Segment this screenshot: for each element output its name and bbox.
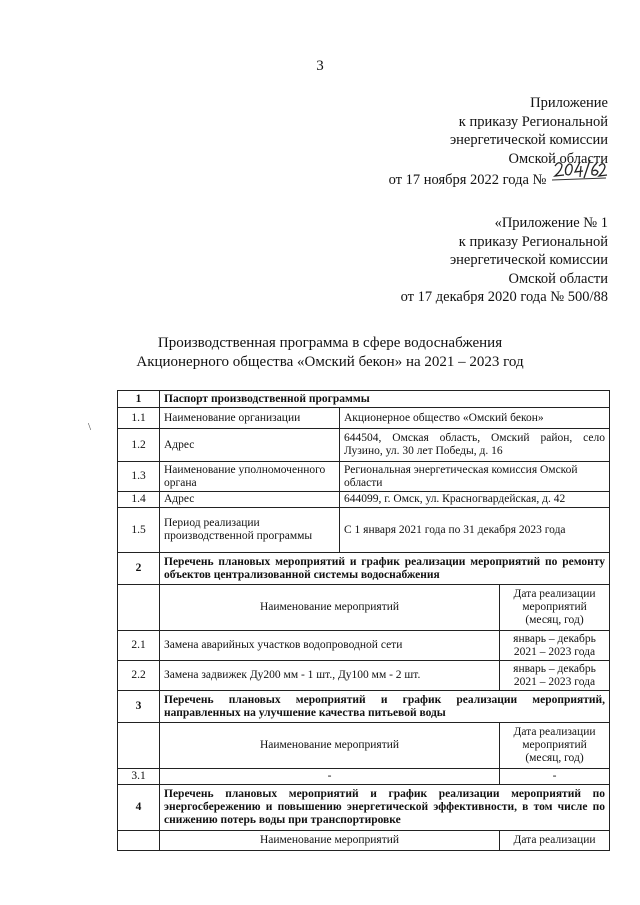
appendix-date-text: от 17 ноября 2022 года № — [388, 172, 547, 188]
table-row — [118, 769, 610, 785]
appendix-header — [389, 94, 608, 190]
page-number: 3 — [316, 58, 324, 74]
row-number: 1 — [118, 391, 160, 408]
section-row — [118, 553, 610, 585]
column-header-row — [118, 585, 610, 631]
column-header-name: Наименование мероприятий — [160, 585, 500, 631]
row-value: 644099, г. Омск, ул. Красногвардейская, д. 42 — [340, 492, 610, 508]
column-header-name: Наименование мероприятий — [160, 831, 500, 851]
row-number: 1.2 — [118, 429, 160, 462]
table-row — [118, 661, 610, 691]
row-number: 2.1 — [118, 631, 160, 661]
row-date: январь – декабрь 2021 – 2023 года — [500, 661, 610, 691]
production-program-table — [117, 390, 610, 851]
row-number: 1.4 — [118, 492, 160, 508]
column-header-date: Дата реализации — [500, 831, 610, 851]
title-line: Акционерного общества «Омский бекон» на 2021 – 2023 год — [136, 354, 524, 370]
column-header-date: Дата реализации мероприятий (месяц, год) — [500, 585, 610, 631]
column-header-name: Наименование мероприятий — [160, 723, 500, 769]
appendix-line: энергетической комиссии — [449, 132, 608, 148]
table-row — [118, 492, 610, 508]
empty-cell — [118, 723, 160, 769]
row-name: Замена аварийных участков водопроводной сети — [160, 631, 500, 661]
row-number: 4 — [118, 785, 160, 831]
column-header-row — [118, 723, 610, 769]
row-number: 2.2 — [118, 661, 160, 691]
row-value: С 1 января 2021 года по 31 декабря 2023 года — [340, 508, 610, 553]
row-name: Замена задвижек Ду200 мм - 1 шт., Ду100 мм - 2 шт. — [160, 661, 500, 691]
section-title: Перечень плановых мероприятий и график реализации мероприятий, направленных на улучшение качества питьевой воды — [160, 691, 610, 723]
section-title: Паспорт производственной программы — [160, 391, 610, 408]
table-row — [118, 408, 610, 429]
original-appendix-line: «Приложение № 1 — [494, 215, 608, 231]
original-appendix-line: к приказу Региональной — [458, 233, 608, 250]
handwritten-signature-icon — [550, 158, 608, 184]
section-row — [118, 391, 610, 408]
section-row — [118, 691, 610, 723]
table-row — [118, 462, 610, 492]
row-value: Региональная энергетическая комиссия Омской области — [340, 462, 610, 492]
document-title — [0, 334, 640, 372]
appendix-line: Приложение — [530, 95, 608, 111]
handwritten-number — [550, 168, 608, 184]
row-number: 1.5 — [118, 508, 160, 553]
row-date: январь – декабрь 2021 – 2023 года — [500, 631, 610, 661]
appendix-date-line — [389, 168, 608, 190]
column-header-row — [118, 831, 610, 851]
original-appendix-line: Омской области — [508, 270, 608, 287]
section-title: Перечень плановых мероприятий и график реализации мероприятий по ремонту объектов централизованной системы водоснабжения — [160, 553, 610, 585]
row-date: - — [500, 769, 610, 785]
original-appendix-line: от 17 декабря 2020 года № 500/88 — [400, 289, 608, 305]
row-label: Наименование уполномоченного органа — [160, 462, 340, 492]
row-value: Акционерное общество «Омский бекон» — [340, 408, 610, 429]
appendix-line: к приказу Региональной — [458, 113, 608, 130]
row-name: - — [160, 769, 500, 785]
row-number: 1.1 — [118, 408, 160, 429]
empty-cell — [118, 585, 160, 631]
appendix-line: Омской области — [508, 150, 608, 167]
margin-mark: \ — [88, 421, 92, 433]
section-title: Перечень плановых мероприятий и график реализации мероприятий по энергосбережению и повышению энергетической эффективности, в том числе по снижению потерь воды при транспортировке — [160, 785, 610, 831]
original-appendix-line: энергетической комиссии — [449, 252, 608, 268]
row-label: Адрес — [160, 492, 340, 508]
row-label: Период реализации производственной программы — [160, 508, 340, 553]
row-label: Наименование организации — [160, 408, 340, 429]
section-row — [118, 785, 610, 831]
row-label: Адрес — [160, 429, 340, 462]
row-number: 3.1 — [118, 769, 160, 785]
original-appendix-header — [401, 214, 608, 307]
row-number: 2 — [118, 553, 160, 585]
table-row — [118, 429, 610, 462]
row-number: 3 — [118, 691, 160, 723]
row-number: 1.3 — [118, 462, 160, 492]
column-header-date: Дата реализации мероприятий (месяц, год) — [500, 723, 610, 769]
row-value: 644504, Омская область, Омский район, село Лузино, ул. 30 лет Победы, д. 16 — [340, 429, 610, 462]
title-line: Производственная программа в сфере водоснабжения — [157, 335, 503, 351]
table-row — [118, 508, 610, 553]
empty-cell — [118, 831, 160, 851]
table-row — [118, 631, 610, 661]
